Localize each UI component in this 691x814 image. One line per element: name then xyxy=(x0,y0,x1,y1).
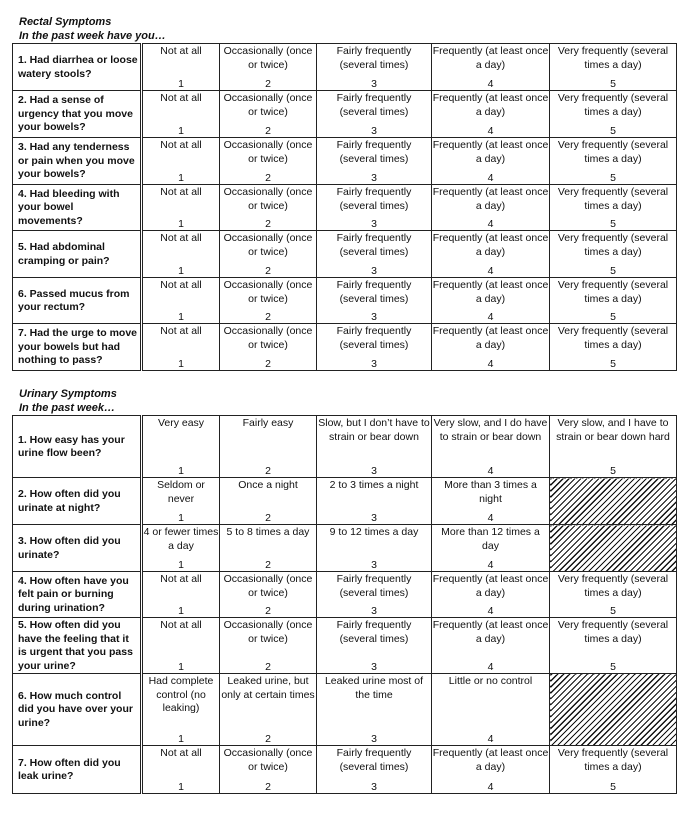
rectal-question-row xyxy=(13,185,677,231)
not-applicable-cell xyxy=(550,478,677,525)
answer-option-label: Very frequently (several times a day) xyxy=(557,186,669,212)
question-text: 2. How often did you urinate at night? xyxy=(13,478,142,525)
answer-option-score: 1 xyxy=(178,78,184,90)
answer-option-label: Occasionally (once or twice) xyxy=(223,619,313,645)
answer-option[interactable] xyxy=(432,231,550,278)
answer-option[interactable] xyxy=(220,324,317,371)
answer-option[interactable] xyxy=(432,324,550,371)
answer-option-label: Not at all xyxy=(160,325,202,337)
answer-option-label: Frequently (at least once a day) xyxy=(432,186,549,212)
answer-option-score: 3 xyxy=(371,512,377,524)
answer-option-score: 2 xyxy=(265,512,271,524)
rectal-symptoms-table xyxy=(12,43,677,371)
urinary-section-title: Urinary Symptoms xyxy=(19,388,117,400)
answer-option-score: 3 xyxy=(371,78,377,90)
answer-option-score: 1 xyxy=(178,605,184,617)
answer-option-label: Very frequently (several times a day) xyxy=(557,279,669,305)
question-text: 3. How often did you urinate? xyxy=(13,525,142,572)
answer-option[interactable] xyxy=(142,324,220,371)
answer-option-score: 2 xyxy=(265,465,271,477)
answer-option[interactable] xyxy=(317,44,432,91)
answer-option[interactable] xyxy=(550,231,677,278)
urinary-question-row xyxy=(13,416,677,478)
answer-option-score: 4 xyxy=(487,661,494,673)
answer-option-score: 2 xyxy=(265,265,271,277)
answer-option[interactable] xyxy=(142,525,220,572)
answer-option-label: Frequently (at least once a day) xyxy=(432,619,549,645)
answer-option-score: 4 xyxy=(487,125,494,137)
answer-option-score: 1 xyxy=(178,512,184,524)
answer-option-label: Leaked urine, but only at certain times xyxy=(221,675,315,701)
answer-option-score: 4 xyxy=(487,358,494,370)
answer-option-score: 5 xyxy=(610,781,616,793)
answer-option[interactable] xyxy=(220,525,317,572)
answer-option[interactable] xyxy=(317,324,432,371)
answer-option-score: 2 xyxy=(265,605,271,617)
answer-option-label: Not at all xyxy=(160,45,202,57)
answer-option-score: 3 xyxy=(371,781,377,793)
answer-option-score: 4 xyxy=(487,465,494,477)
answer-option-score: 1 xyxy=(178,265,184,277)
answer-option-label: Fairly frequently (several times) xyxy=(336,573,412,599)
answer-option-score: 1 xyxy=(178,781,184,793)
question-text: 3. Had any tenderness or pain when you move your bowels? xyxy=(13,138,142,185)
answer-option-score: 1 xyxy=(178,559,184,571)
answer-option[interactable] xyxy=(142,674,220,746)
answer-option-label: Occasionally (once or twice) xyxy=(223,325,313,351)
answer-option-score: 3 xyxy=(371,559,377,571)
rectal-question-row xyxy=(13,91,677,138)
answer-option[interactable] xyxy=(220,618,317,674)
answer-option[interactable] xyxy=(142,618,220,674)
rectal-question-row xyxy=(13,324,677,371)
answer-option[interactable] xyxy=(142,185,220,231)
answer-option[interactable] xyxy=(317,746,432,794)
answer-option-label: Frequently (at least once a day) xyxy=(432,45,549,71)
answer-option-label: 5 to 8 times a day xyxy=(226,526,310,538)
answer-option-label: Occasionally (once or twice) xyxy=(223,92,313,118)
answer-option[interactable] xyxy=(220,138,317,185)
answer-option[interactable] xyxy=(432,416,550,478)
answer-option-label: Frequently (at least once a day) xyxy=(432,747,549,773)
answer-option-score: 3 xyxy=(371,605,377,617)
answer-option[interactable] xyxy=(550,138,677,185)
question-text: 7. How often did you leak urine? xyxy=(13,746,142,794)
answer-option[interactable] xyxy=(432,674,550,746)
answer-option[interactable] xyxy=(317,278,432,324)
answer-option-label: 2 to 3 times a night xyxy=(329,479,419,491)
answer-option-score: 1 xyxy=(178,358,184,370)
answer-option-label: Very frequently (several times a day) xyxy=(557,139,669,165)
answer-option-label: Not at all xyxy=(160,619,202,631)
urinary-question-row xyxy=(13,478,677,525)
answer-option[interactable] xyxy=(317,416,432,478)
answer-option-label: 9 to 12 times a day xyxy=(329,526,419,538)
question-text: 4. Had bleeding with your bowel movements? xyxy=(13,185,142,231)
answer-option-label: Fairly frequently (several times) xyxy=(336,325,412,351)
answer-option-score: 5 xyxy=(610,465,616,477)
answer-option-score: 5 xyxy=(610,78,616,90)
answer-option-label: Frequently (at least once a day) xyxy=(432,92,549,118)
answer-option-score: 4 xyxy=(487,218,494,230)
answer-option-score: 1 xyxy=(178,218,184,230)
answer-option[interactable] xyxy=(317,231,432,278)
answer-option[interactable] xyxy=(317,185,432,231)
urinary-question-row xyxy=(13,525,677,572)
rectal-question-row xyxy=(13,231,677,278)
question-text: 2. Had a sense of urgency that you move your bowels? xyxy=(13,91,142,138)
answer-option-label: Not at all xyxy=(160,92,202,104)
answer-option[interactable] xyxy=(550,44,677,91)
answer-option-score: 5 xyxy=(610,218,616,230)
answer-option[interactable] xyxy=(220,278,317,324)
answer-option[interactable] xyxy=(220,416,317,478)
answer-option-label: Not at all xyxy=(160,139,202,151)
answer-option-label: Occasionally (once or twice) xyxy=(223,45,313,71)
answer-option[interactable] xyxy=(142,478,220,525)
answer-option[interactable] xyxy=(432,91,550,138)
answer-option-label: Very frequently (several times a day) xyxy=(557,45,669,71)
answer-option-score: 4 xyxy=(487,78,494,90)
rectal-question-row xyxy=(13,44,677,91)
answer-option-label: Frequently (at least once a day) xyxy=(432,279,549,305)
answer-option-label: Not at all xyxy=(160,279,202,291)
answer-option[interactable] xyxy=(317,138,432,185)
answer-option-score: 4 xyxy=(487,733,494,745)
question-text: 4. How often have you felt pain or burning during urination? xyxy=(13,572,142,618)
answer-option-score: 2 xyxy=(265,733,271,745)
answer-option[interactable] xyxy=(220,185,317,231)
answer-option[interactable] xyxy=(220,91,317,138)
urinary-section-subtitle: In the past week… xyxy=(19,402,115,414)
answer-option-score: 2 xyxy=(265,78,271,90)
answer-option-label: Fairly frequently (several times) xyxy=(336,619,412,645)
answer-option-label: Slow, but I don’t have to strain or bear down xyxy=(318,417,430,443)
answer-option-label: Very easy xyxy=(157,417,205,429)
answer-option-label: Fairly frequently (several times) xyxy=(336,92,412,118)
answer-option[interactable] xyxy=(317,525,432,572)
answer-option-label: More than 12 times a day xyxy=(441,526,540,552)
answer-option-score: 2 xyxy=(265,661,271,673)
answer-option-label: More than 3 times a night xyxy=(444,479,537,505)
answer-option[interactable] xyxy=(432,185,550,231)
answer-option[interactable] xyxy=(142,572,220,618)
answer-option-label: Very frequently (several times a day) xyxy=(557,573,669,599)
answer-option[interactable] xyxy=(432,278,550,324)
urinary-question-row xyxy=(13,618,677,674)
answer-option-score: 5 xyxy=(610,661,616,673)
answer-option[interactable] xyxy=(142,278,220,324)
answer-option[interactable] xyxy=(432,138,550,185)
answer-option-score: 3 xyxy=(371,172,377,184)
answer-option-score: 4 xyxy=(487,512,494,524)
question-text: 1. How easy has your urine flow been? xyxy=(13,416,142,478)
answer-option-score: 3 xyxy=(371,465,377,477)
rectal-section-title: Rectal Symptoms xyxy=(19,16,112,28)
answer-option[interactable] xyxy=(550,618,677,674)
answer-option[interactable] xyxy=(550,416,677,478)
answer-option-label: Occasionally (once or twice) xyxy=(223,573,313,599)
answer-option-score: 1 xyxy=(178,733,184,745)
answer-option[interactable] xyxy=(317,478,432,525)
answer-option-score: 1 xyxy=(178,311,184,323)
answer-option-label: Fairly easy xyxy=(242,417,294,429)
answer-option[interactable] xyxy=(317,91,432,138)
answer-option-score: 1 xyxy=(178,465,184,477)
answer-option-label: Fairly frequently (several times) xyxy=(336,45,412,71)
answer-option[interactable] xyxy=(432,525,550,572)
answer-option-score: 5 xyxy=(610,311,616,323)
answer-option-label: 4 or fewer times a day xyxy=(143,526,219,552)
answer-option-score: 3 xyxy=(371,311,377,323)
answer-option-score: 3 xyxy=(371,661,377,673)
answer-option-score: 3 xyxy=(371,218,377,230)
question-text: 5. Had abdominal cramping or pain? xyxy=(13,231,142,278)
answer-option-label: Fairly frequently (several times) xyxy=(336,747,412,773)
question-text: 6. How much control did you have over your urine? xyxy=(13,674,142,746)
answer-option-label: Occasionally (once or twice) xyxy=(223,279,313,305)
answer-option-score: 1 xyxy=(178,172,184,184)
answer-option-score: 4 xyxy=(487,559,494,571)
answer-option[interactable] xyxy=(220,674,317,746)
question-text: 1. Had diarrhea or loose watery stools? xyxy=(13,44,142,91)
question-text: 5. How often did you have the feeling that it is urgent that you pass your urine? xyxy=(13,618,142,674)
answer-option-label: Very frequently (several times a day) xyxy=(557,325,669,351)
answer-option-label: Occasionally (once or twice) xyxy=(223,186,313,212)
answer-option-score: 2 xyxy=(265,559,271,571)
answer-option[interactable] xyxy=(550,91,677,138)
answer-option-label: Not at all xyxy=(160,232,202,244)
answer-option-label: Very slow, and I have to strain or bear down hard xyxy=(556,417,670,443)
answer-option[interactable] xyxy=(142,44,220,91)
answer-option-score: 2 xyxy=(265,781,271,793)
answer-option-label: Seldom or never xyxy=(157,479,205,505)
urinary-symptoms-table xyxy=(12,415,677,794)
answer-option-score: 3 xyxy=(371,125,377,137)
answer-option-label: Fairly frequently (several times) xyxy=(336,186,412,212)
answer-option-score: 4 xyxy=(487,781,494,793)
answer-option[interactable] xyxy=(142,91,220,138)
question-text: 6. Passed mucus from your rectum? xyxy=(13,278,142,324)
answer-option-score: 2 xyxy=(265,125,271,137)
answer-option[interactable] xyxy=(550,324,677,371)
answer-option-score: 4 xyxy=(487,172,494,184)
answer-option-score: 4 xyxy=(487,605,494,617)
answer-option-label: Fairly frequently (several times) xyxy=(336,139,412,165)
answer-option[interactable] xyxy=(550,746,677,794)
answer-option-label: Frequently (at least once a day) xyxy=(432,325,549,351)
answer-option-score: 5 xyxy=(610,358,616,370)
answer-option-label: Not at all xyxy=(160,747,202,759)
answer-option-label: Very frequently (several times a day) xyxy=(557,92,669,118)
urinary-question-row xyxy=(13,572,677,618)
not-applicable-cell xyxy=(550,525,677,572)
answer-option-label: Had complete control (no leaking) xyxy=(148,675,214,714)
answer-option[interactable] xyxy=(142,416,220,478)
answer-option-score: 4 xyxy=(487,311,494,323)
answer-option[interactable] xyxy=(142,231,220,278)
not-applicable-cell xyxy=(550,674,677,746)
answer-option-label: Occasionally (once or twice) xyxy=(223,232,313,258)
answer-option-label: Very slow, and I do have to strain or bear down xyxy=(433,417,548,443)
answer-option[interactable] xyxy=(220,231,317,278)
answer-option[interactable] xyxy=(550,185,677,231)
answer-option-label: Occasionally (once or twice) xyxy=(223,139,313,165)
answer-option-score: 2 xyxy=(265,218,271,230)
answer-option-label: Not at all xyxy=(160,186,202,198)
rectal-section-subtitle: In the past week have you… xyxy=(19,30,166,42)
answer-option-score: 5 xyxy=(610,605,616,617)
answer-option-label: Leaked urine most of the time xyxy=(324,675,424,701)
answer-option-score: 4 xyxy=(487,265,494,277)
answer-option-score: 2 xyxy=(265,172,271,184)
answer-option[interactable] xyxy=(220,572,317,618)
answer-option-score: 3 xyxy=(371,265,377,277)
answer-option[interactable] xyxy=(317,674,432,746)
answer-option[interactable] xyxy=(432,478,550,525)
urinary-question-row xyxy=(13,746,677,794)
answer-option[interactable] xyxy=(550,278,677,324)
answer-option-label: Very frequently (several times a day) xyxy=(557,232,669,258)
answer-option-label: Little or no control xyxy=(448,675,533,687)
answer-option-score: 1 xyxy=(178,125,184,137)
question-text: 7. Had the urge to move your bowels but had nothing to pass? xyxy=(13,324,142,371)
answer-option-score: 1 xyxy=(178,661,184,673)
rectal-question-row xyxy=(13,138,677,185)
answer-option[interactable] xyxy=(142,138,220,185)
answer-option[interactable] xyxy=(550,572,677,618)
answer-option[interactable] xyxy=(220,746,317,794)
urinary-question-row xyxy=(13,674,677,746)
answer-option-label: Occasionally (once or twice) xyxy=(223,747,313,773)
answer-option-label: Frequently (at least once a day) xyxy=(432,139,549,165)
answer-option-score: 2 xyxy=(265,311,271,323)
answer-option-score: 3 xyxy=(371,733,377,745)
answer-option[interactable] xyxy=(432,746,550,794)
answer-option[interactable] xyxy=(432,44,550,91)
answer-option-label: Not at all xyxy=(160,573,202,585)
answer-option-label: Frequently (at least once a day) xyxy=(432,232,549,258)
answer-option-score: 5 xyxy=(610,172,616,184)
answer-option-label: Very frequently (several times a day) xyxy=(557,747,669,773)
answer-option-score: 3 xyxy=(371,358,377,370)
answer-option[interactable] xyxy=(220,478,317,525)
answer-option[interactable] xyxy=(142,746,220,794)
answer-option-label: Frequently (at least once a day) xyxy=(432,573,549,599)
answer-option-score: 2 xyxy=(265,358,271,370)
answer-option[interactable] xyxy=(220,44,317,91)
rectal-question-row xyxy=(13,278,677,324)
answer-option-score: 5 xyxy=(610,125,616,137)
answer-option-label: Fairly frequently (several times) xyxy=(336,279,412,305)
answer-option[interactable] xyxy=(432,618,550,674)
answer-option-score: 5 xyxy=(610,265,616,277)
answer-option-label: Very frequently (several times a day) xyxy=(557,619,669,645)
answer-option[interactable] xyxy=(317,618,432,674)
answer-option[interactable] xyxy=(317,572,432,618)
answer-option-label: Once a night xyxy=(238,479,298,491)
answer-option[interactable] xyxy=(432,572,550,618)
answer-option-label: Fairly frequently (several times) xyxy=(336,232,412,258)
